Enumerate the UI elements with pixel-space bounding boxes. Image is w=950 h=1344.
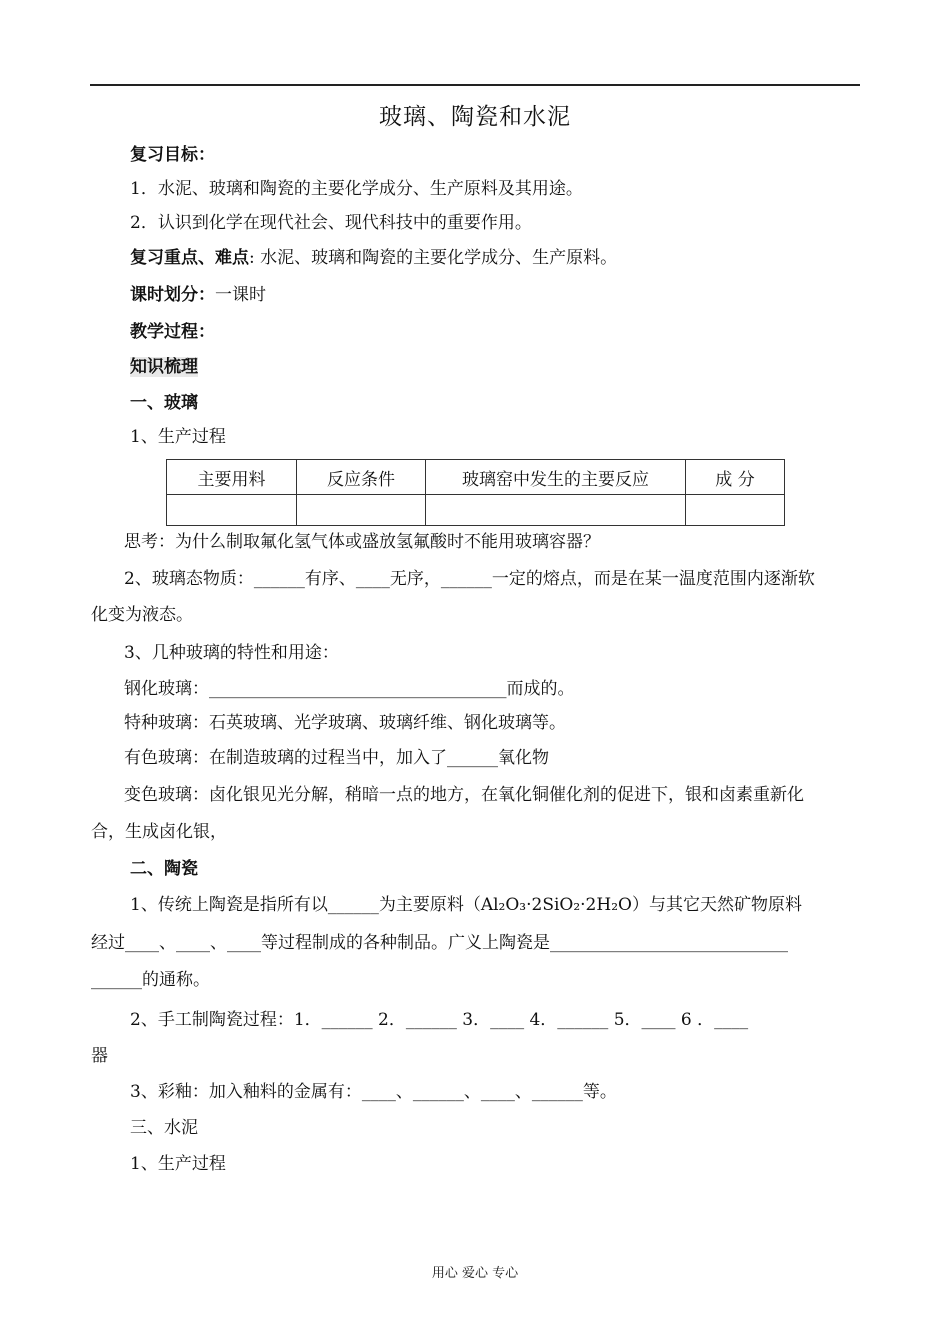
photochromic-glass-line-1: 变色玻璃：卤化银见光分解，稍暗一点的地方，在氧化铜催化剂的促进下，银和卤素重新化 bbox=[124, 785, 804, 805]
cement-production-heading: 1、生产过程 bbox=[130, 1154, 226, 1174]
ceramics-traditional-line-3: ______的通称。 bbox=[91, 970, 210, 990]
table-cell bbox=[297, 495, 426, 526]
knowledge-heading-text: 知识梳理 bbox=[130, 357, 198, 377]
glass-types-heading: 3、几种玻璃的特性和用途： bbox=[124, 643, 339, 663]
key-points bbox=[130, 246, 617, 270]
header-rule bbox=[90, 84, 860, 86]
think-question: 思考：为什么制取氟化氢气体或盛放氢氟酸时不能用玻璃容器？ bbox=[124, 532, 600, 552]
colored-glass: 有色玻璃：在制造玻璃的过程当中，加入了______氧化物 bbox=[124, 748, 549, 768]
ceramics-heading: 二、陶瓷 bbox=[130, 859, 198, 879]
objective-item-2: 2．认识到化学在现代社会、现代科技中的重要作用。 bbox=[130, 213, 532, 233]
key-points-text: : 水泥、玻璃和陶瓷的主要化学成分、生产原料。 bbox=[249, 248, 618, 268]
special-glass: 特种玻璃：石英玻璃、光学玻璃、玻璃纤维、钢化玻璃等。 bbox=[124, 713, 566, 733]
handmade-process-line-2: 器 bbox=[91, 1046, 108, 1066]
knowledge-heading bbox=[130, 355, 198, 379]
glass-heading: 一、玻璃 bbox=[130, 393, 198, 413]
glaze-metals: 3、彩釉：加入釉料的金属有：____、______、____、______等。 bbox=[130, 1082, 617, 1102]
class-hours-label: 课时划分： bbox=[130, 285, 215, 305]
ceramics-traditional-line-2: 经过____、____、____等过程制成的各种制品。广义上陶瓷是____________________________ bbox=[91, 933, 788, 953]
glass-production-table bbox=[166, 459, 785, 526]
tempered-glass: 钢化玻璃：___________________________________而成的。 bbox=[124, 679, 575, 699]
objectives-heading: 复习目标： bbox=[130, 145, 215, 165]
ceramics-traditional-line-1: 1、传统上陶瓷是指所有以______为主要原料（Al₂O₃·2SiO₂·2H₂O）与其它天然矿物原料 bbox=[130, 895, 802, 915]
table-header-cell: 玻璃窑中发生的主要反应 bbox=[426, 460, 686, 495]
class-hours-text: 一课时 bbox=[215, 285, 266, 305]
handmade-process-line-1: 2、手工制陶瓷过程：1．______ 2．______ 3．____ 4．______ 5．____ 6 ．____ bbox=[130, 1010, 749, 1030]
key-points-label: 复习重点、难点 bbox=[130, 248, 249, 268]
table-cell bbox=[686, 495, 785, 526]
glass-production-heading: 1、生产过程 bbox=[130, 427, 226, 447]
page-title: 玻璃、陶瓷和水泥 bbox=[379, 104, 571, 130]
cement-heading: 三、水泥 bbox=[130, 1118, 198, 1138]
table-header-cell: 反应条件 bbox=[297, 460, 426, 495]
photochromic-glass-line-2: 合，生成卤化银， bbox=[91, 822, 227, 842]
process-heading: 教学过程： bbox=[130, 322, 215, 342]
class-hours bbox=[130, 283, 266, 307]
objective-item-1: 1．水泥、玻璃和陶瓷的主要化学成分、生产原料及其用途。 bbox=[130, 179, 583, 199]
table-header-cell: 成 分 bbox=[686, 460, 785, 495]
table-cell bbox=[167, 495, 297, 526]
table-header-cell: 主要用料 bbox=[167, 460, 297, 495]
glassy-state-line-2: 化变为液态。 bbox=[91, 605, 193, 625]
page-footer: 用心 爱心 专心 bbox=[431, 1266, 519, 1281]
glassy-state-line-1: 2、玻璃态物质：______有序、____无序，______一定的熔点，而是在某一温度范围内逐渐软 bbox=[124, 569, 815, 589]
table-cell bbox=[426, 495, 686, 526]
